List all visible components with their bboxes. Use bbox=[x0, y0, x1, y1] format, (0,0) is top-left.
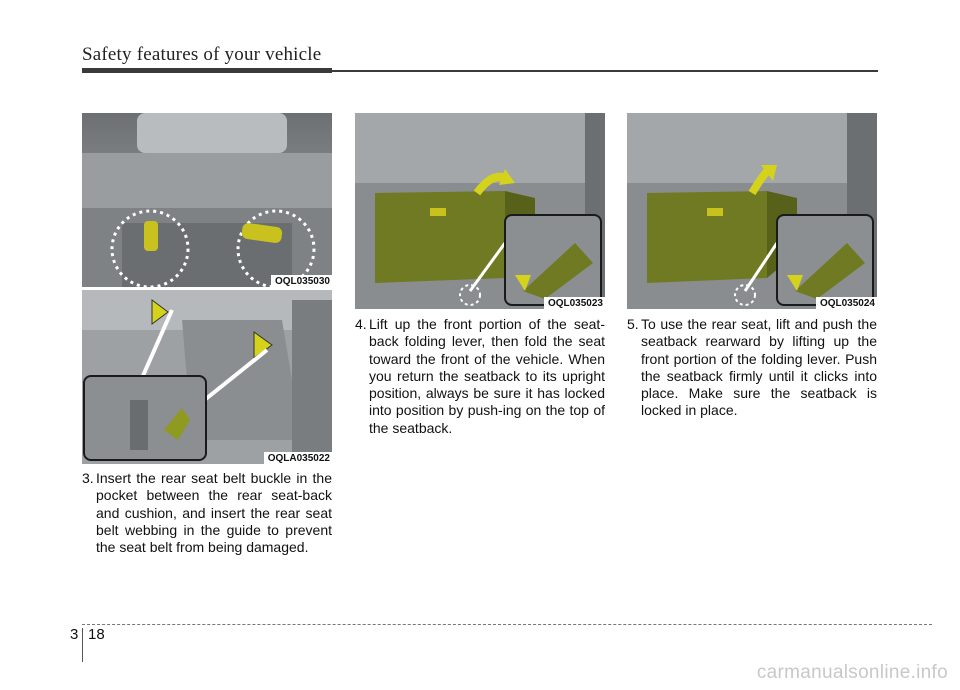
chapter-number: 3 bbox=[70, 626, 79, 643]
step-number: 3. bbox=[82, 470, 94, 486]
seatback-fold-illustration-icon bbox=[355, 113, 605, 309]
step-5 bbox=[627, 316, 877, 420]
header-rule-thin bbox=[332, 70, 878, 72]
step-4 bbox=[355, 316, 605, 437]
footer-rule bbox=[82, 624, 932, 625]
step-3 bbox=[82, 470, 332, 556]
figure-seatback-return bbox=[627, 113, 877, 309]
figure-code: OQL035030 bbox=[271, 275, 332, 287]
figure-code: OQL035024 bbox=[816, 297, 877, 309]
seatback-return-illustration-icon bbox=[627, 113, 877, 309]
figure-rear-seat-buckle bbox=[82, 113, 332, 287]
seat-belt-guide-illustration-icon bbox=[82, 290, 332, 464]
step-number: 4. bbox=[355, 316, 367, 332]
step-text: Insert the rear seat belt buckle in the pocket between the rear seat-back and cushion, and insert the rear seat belt webbing in the guide to prevent the seat belt from being damaged. bbox=[96, 470, 332, 556]
watermark: carmanualsonline.info bbox=[756, 662, 948, 683]
figure-code: OQL035023 bbox=[544, 297, 605, 309]
figure-code: OQLA035022 bbox=[264, 452, 332, 464]
footer-divider bbox=[82, 628, 83, 662]
header-rule-thick bbox=[82, 68, 332, 73]
step-text: Lift up the front portion of the seat-back folding lever, then fold the seat toward the front of the vehicle. When you return the seatback to its upright position, always be sure it has locked into position by push-ing on the top of the seatback. bbox=[369, 316, 605, 436]
page-number: 18 bbox=[88, 626, 105, 643]
page-header-title: Safety features of your vehicle bbox=[82, 44, 322, 65]
figure-seatback-fold bbox=[355, 113, 605, 309]
figure-seat-belt-guide bbox=[82, 290, 332, 464]
rear-seat-buckle-illustration-icon bbox=[82, 113, 332, 287]
step-text: To use the rear seat, lift and push the seatback rearward by lifting up the front portion of the folding lever. Push the seatback firmly until it clicks into place. Make sure the seatback is locked in place. bbox=[641, 316, 877, 419]
step-number: 5. bbox=[627, 316, 639, 332]
